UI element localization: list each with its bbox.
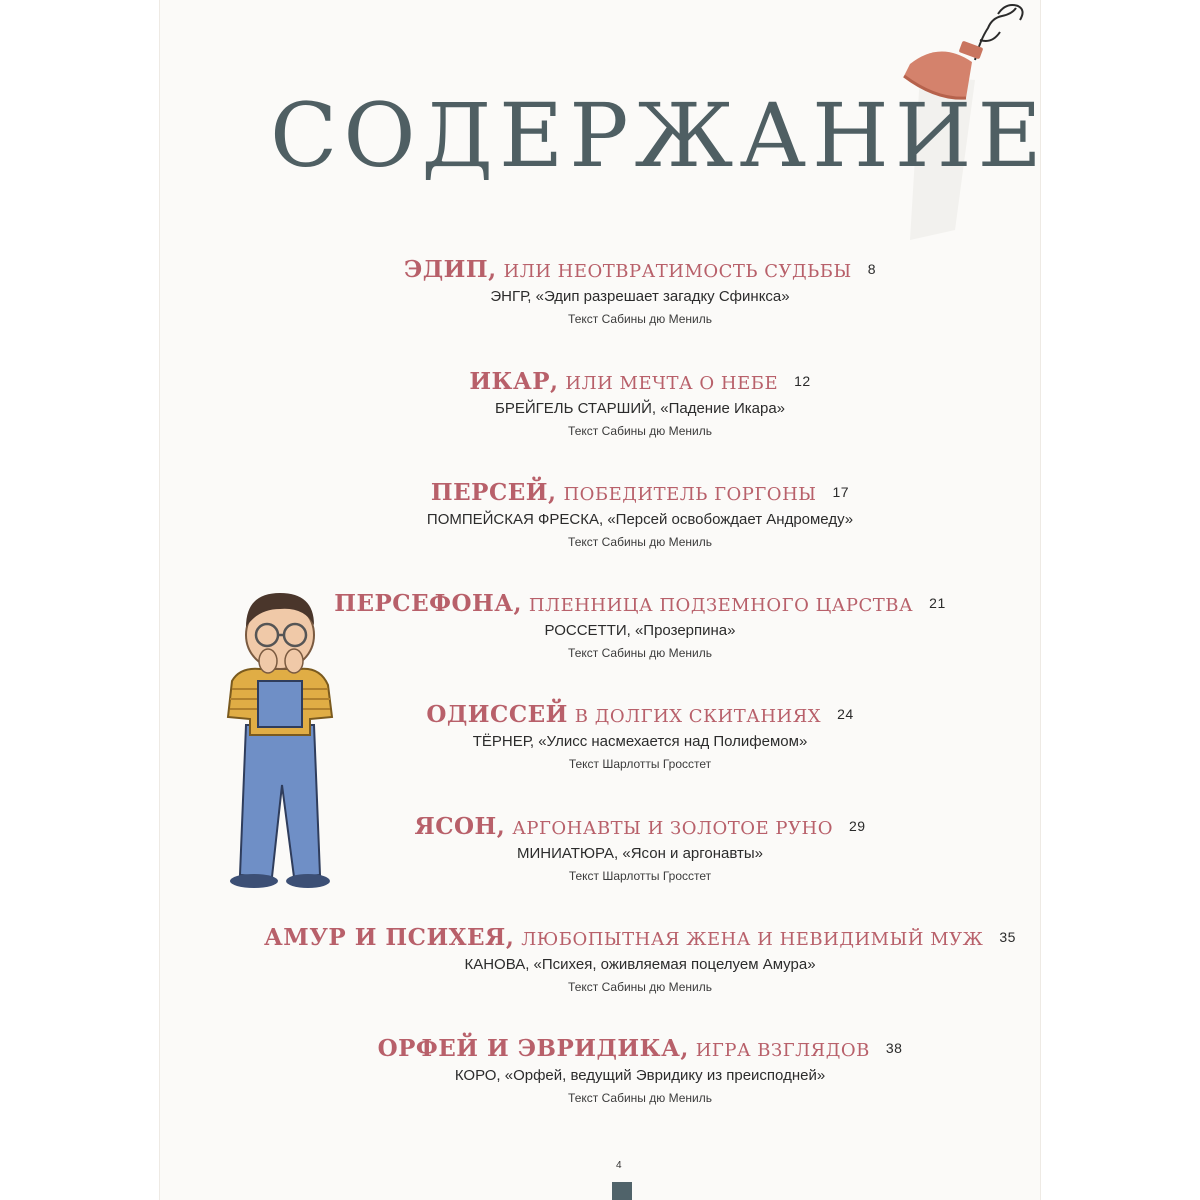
entry-author: Текст Сабины дю Мениль <box>568 312 712 326</box>
toc-entry[interactable] <box>260 370 1020 438</box>
entry-artwork: ТЁРНЕР, «Улисс насмехается над Полифемом» <box>472 733 808 750</box>
entry-artwork: КАНОВА, «Психея, оживляемая поцелуем Амура» <box>464 956 816 973</box>
toc-entry[interactable] <box>260 258 1020 326</box>
entry-page-number: 12 <box>794 373 811 389</box>
entry-page-number: 35 <box>999 929 1016 945</box>
entry-artwork: КОРО, «Орфей, ведущий Эвридику из преисподней» <box>454 1067 826 1084</box>
page-title: СОДЕРЖАНИЕ <box>270 84 1048 187</box>
entry-hero-name: ПЕРСЕЙ, <box>430 479 557 506</box>
entry-subtitle: АРГОНАВТЫ И ЗОЛОТОЕ РУНО <box>512 818 833 839</box>
entry-hero-name: ИКАР, <box>469 368 559 395</box>
entry-hero-name: ОРФЕЙ И ЭВРИДИКА, <box>377 1035 689 1062</box>
entry-artwork: ЭНГР, «Эдип разрешает загадку Сфинкса» <box>490 288 790 305</box>
entry-artwork: ПОМПЕЙСКАЯ ФРЕСКА, «Персей освобождает Андромеду» <box>426 511 854 528</box>
entry-hero-name: ЭДИП, <box>403 256 497 283</box>
page-edge-tab <box>612 1182 632 1200</box>
entry-page-number: 24 <box>837 706 854 722</box>
entry-subtitle: В ДОЛГИХ СКИТАНИЯХ <box>574 706 822 727</box>
entry-subtitle: ИЛИ МЕЧТА О НЕБЕ <box>565 373 779 394</box>
entry-artwork: БРЕЙГЕЛЬ СТАРШИЙ, «Падение Икара» <box>494 400 786 417</box>
entry-author: Текст Шарлотты Гросстет <box>568 757 712 771</box>
entry-author: Текст Сабины дю Мениль <box>568 1091 712 1105</box>
entry-page-number: 38 <box>885 1040 903 1056</box>
entry-subtitle: ИЛИ НЕОТВРАТИМОСТЬ СУДЬБЫ <box>503 261 852 282</box>
entry-hero-name: ПЕРСЕФОНА, <box>334 590 522 617</box>
entry-author: Текст Сабины дю Мениль <box>568 424 712 438</box>
entry-page-number: 17 <box>832 484 850 500</box>
page-number: 4 <box>616 1160 622 1171</box>
toc-entry[interactable] <box>260 703 1020 771</box>
entry-author: Текст Сабины дю Мениль <box>568 646 712 660</box>
entry-artwork: МИНИАТЮРА, «Ясон и аргонавты» <box>517 845 763 862</box>
entry-hero-name: ЯСОН, <box>414 813 506 840</box>
entry-author: Текст Шарлотты Гросстет <box>568 869 712 883</box>
entry-page-number: 8 <box>867 261 877 277</box>
toc-entry[interactable] <box>260 481 1020 549</box>
toc-entry[interactable] <box>260 815 1020 883</box>
entry-hero-name: ОДИССЕЙ <box>426 701 568 728</box>
toc-entry[interactable] <box>260 592 1020 660</box>
toc-entry[interactable] <box>260 1037 1020 1105</box>
entry-subtitle: ЛЮБОПЫТНАЯ ЖЕНА И НЕВИДИМЫЙ МУЖ <box>521 929 984 950</box>
entry-subtitle: ПЛЕННИЦА ПОДЗЕМНОГО ЦАРСТВА <box>528 595 914 616</box>
toc-entry[interactable] <box>260 926 1020 994</box>
entry-author: Текст Сабины дю Мениль <box>568 980 712 994</box>
entry-subtitle: ПОБЕДИТЕЛЬ ГОРГОНЫ <box>563 484 817 505</box>
entry-author: Текст Сабины дю Мениль <box>568 535 712 549</box>
entry-hero-name: АМУР И ПСИХЕЯ, <box>264 924 515 951</box>
entry-page-number: 29 <box>848 818 866 834</box>
entry-artwork: РОССЕТТИ, «Прозерпина» <box>544 622 736 639</box>
entry-subtitle: ИГРА ВЗГЛЯДОВ <box>695 1040 870 1061</box>
entry-page-number: 21 <box>929 595 946 611</box>
